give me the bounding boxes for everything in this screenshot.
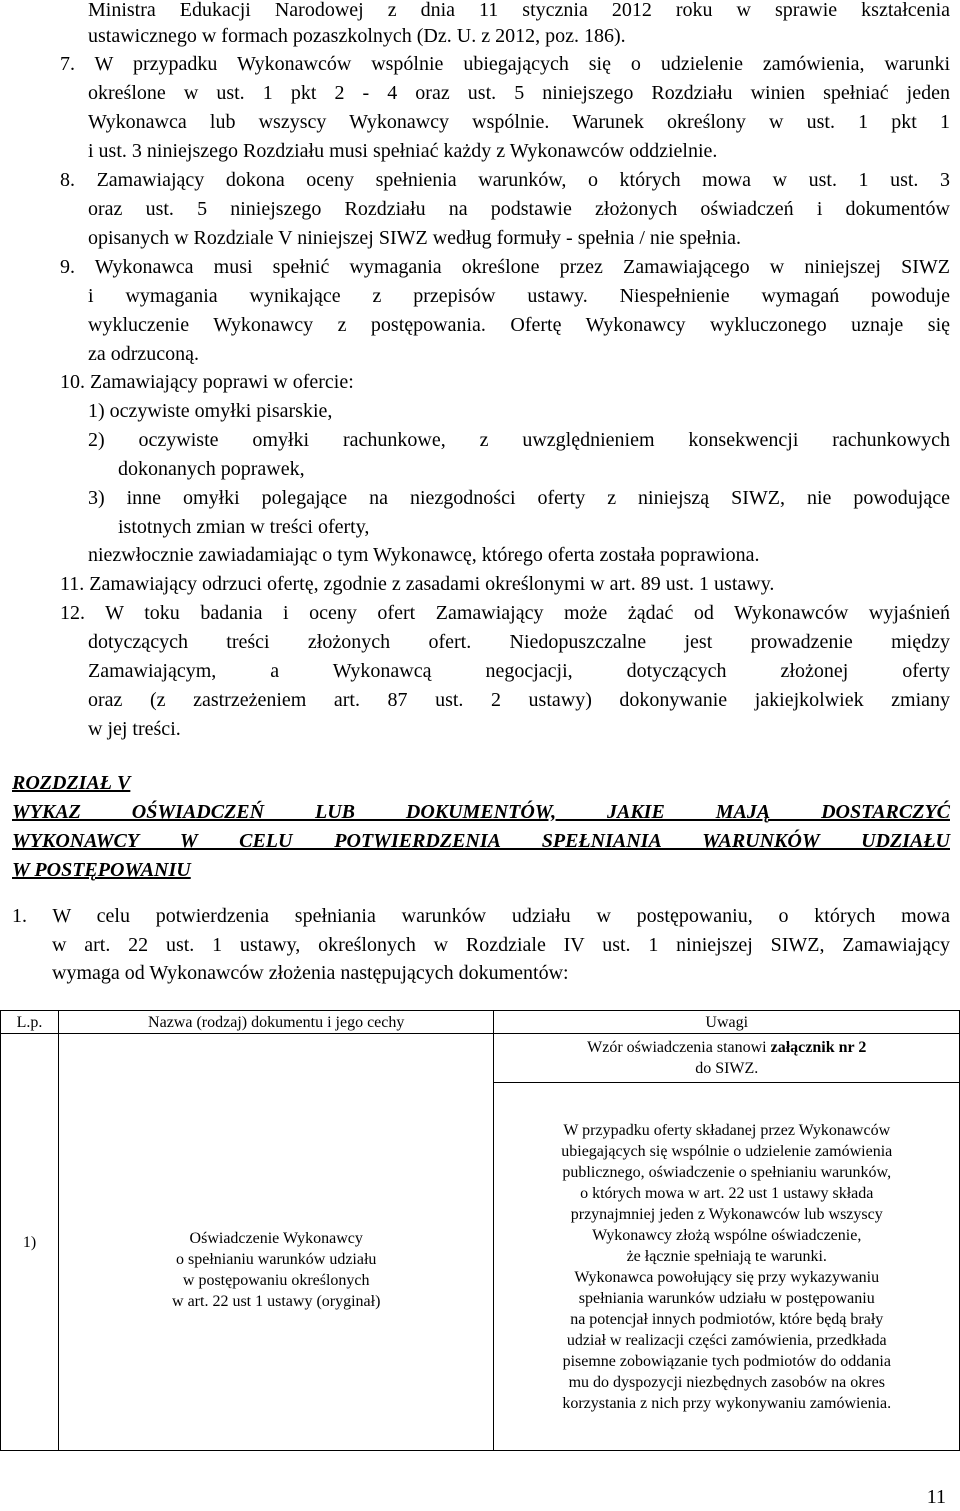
remark-line: W przypadku oferty składanej przez Wykonawców <box>563 1121 891 1139</box>
template-attachment-ref: załącznik nr 2 <box>770 1039 867 1056</box>
document-name-line: o spełnianiu warunków udziału <box>176 1251 377 1268</box>
row-lp: 1) <box>1 1034 59 1451</box>
document-name-line: w art. 22 ust 1 ustawy (oryginał) <box>172 1293 381 1310</box>
remark-line: ubiegających się wspólnie o udzielenie zamówienia <box>561 1142 893 1160</box>
text-line: i wymagania wynikające z przepisów ustawy. Niespełnienie wymagań powoduje <box>88 285 950 307</box>
remark-line: mu do dyspozycji niezbędnych zasobów na okres <box>568 1373 885 1391</box>
remark-line: udział w realizacji części zamówienia, przedkłada <box>566 1331 887 1349</box>
row-document-name <box>58 1034 494 1451</box>
section-title: ROZDZIAŁ V <box>12 772 131 794</box>
text-line: i ust. 3 niniejszego Rozdziału musi spełniać każdy z Wykonawców oddzielnie. <box>88 140 718 162</box>
text-line: Wykonawca lub wszyscy Wykonawcy wspólnie. Warunek określony w ust. 1 pkt 1 <box>88 111 950 133</box>
template-note-line <box>494 1037 959 1058</box>
text-line: opisanych w Rozdziale V niniejszej SIWZ według formuły - spełnia / nie spełnia. <box>88 227 741 249</box>
section-subtitle-line: WYKONAWCY W CELU POTWIERDZENIA SPEŁNIANIA WARUNKÓW UDZIAŁU <box>12 830 950 852</box>
table-header-row <box>1 1011 960 1034</box>
template-note-text: Wzór oświadczenia stanowi <box>587 1039 771 1056</box>
section-intro-line: wymaga od Wykonawców złożenia następujących dokumentów: <box>52 962 569 984</box>
remark-line: Wykonawca powołujący się przy wykazywaniu <box>574 1268 880 1286</box>
paragraph-12-line: 12. W toku badania i oceny ofert Zamawiający może żądać od Wykonawców wyjaśnień <box>60 602 950 624</box>
section-intro-line: 1. W celu potwierdzenia spełniania warunków udziału w postępowaniu, o których mowa <box>12 905 950 927</box>
remark-line: o których mowa w art. 22 ust 1 ustawy składa <box>580 1184 874 1202</box>
header-remarks: Uwagi <box>494 1011 960 1034</box>
header-lp: L.p. <box>1 1011 59 1034</box>
remark-line: pisemne zobowiązanie tych podmiotów do oddania <box>562 1352 891 1370</box>
text-line: istotnych zmian w treści oferty, <box>118 516 370 538</box>
section-subtitle-line: W POSTĘPOWANIU <box>12 859 191 881</box>
template-note-line: do SIWZ. <box>695 1060 759 1077</box>
text-line: dotyczących treści złożonych ofert. Niedopuszczalne jest prowadzenie między <box>88 631 950 653</box>
text-line: Zamawiającym, a Wykonawcą negocjacji, dotyczących złożonej oferty <box>88 660 950 682</box>
list-item: 2) oczywiste omyłki rachunkowe, z uwzględnieniem konsekwencji rachunkowych <box>88 429 950 451</box>
table-row <box>1 1034 960 1083</box>
section-subtitle-line: WYKAZ OŚWIADCZEŃ LUB DOKUMENTÓW, JAKIE MAJĄ DOSTARCZYĆ <box>12 801 950 823</box>
text-line: Ministra Edukacji Narodowej z dnia 11 stycznia 2012 roku w sprawie kształcenia <box>88 0 950 21</box>
header-document-name: Nazwa (rodzaj) dokumentu i jego cechy <box>58 1011 494 1034</box>
list-item: 1) oczywiste omyłki pisarskie, <box>88 400 333 422</box>
text-line: dokonanych poprawek, <box>118 458 305 480</box>
text-line: w jej treści. <box>88 718 181 740</box>
text-line: oraz (z zastrzeżeniem art. 87 ust. 2 ustawy) dokonywanie jakiejkolwiek zmiany <box>88 689 950 711</box>
remark-line: przynajmniej jeden z Wykonawców lub wszyscy <box>570 1205 883 1223</box>
paragraph-8-line: 8. Zamawiający dokona oceny spełnienia warunków, o których mowa w ust. 1 ust. 3 <box>60 169 950 191</box>
text-line: określone w ust. 1 pkt 2 - 4 oraz ust. 5 niniejszego Rozdziału winien spełniać jeden <box>88 82 950 104</box>
text-line: oraz ust. 5 niniejszego Rozdziału na podstawie złożonych oświadczeń i dokumentów <box>88 198 950 220</box>
remark-line: spełniania warunków udziału w postępowaniu <box>578 1289 875 1307</box>
page-number: 11 <box>926 1486 946 1508</box>
remark-line: że łącznie spełniają te warunki. <box>626 1247 827 1265</box>
text-line: niezwłocznie zawiadamiając o tym Wykonawcę, którego oferta została poprawiona. <box>88 544 760 566</box>
paragraph-7-line: 7. W przypadku Wykonawców wspólnie ubiegających się o udzielenie zamówienia, warunki <box>60 53 950 75</box>
text-line: za odrzuconą. <box>88 343 200 365</box>
remark-line: publicznego, oświadczenie o spełnianiu warunków, <box>562 1163 892 1181</box>
paragraph-11-line: 11. Zamawiający odrzuci ofertę, zgodnie z zasadami określonymi w art. 89 ust. 1 ustawy. <box>60 573 775 595</box>
row-remarks-template <box>494 1034 960 1083</box>
row-remarks <box>494 1083 960 1451</box>
remark-line: Wykonawcy złożą wspólne oświadczenie, <box>592 1226 862 1244</box>
text-line: ustawicznego w formach pozaszkolnych (Dz. U. z 2012, poz. 186). <box>88 25 626 47</box>
document-name-line: Oświadczenie Wykonawcy <box>189 1230 363 1247</box>
paragraph-9-line: 9. Wykonawca musi spełnić wymagania określone przez Zamawiającego w niniejszej SIWZ <box>60 256 950 278</box>
remark-line: korzystania z nich przy wykonywaniu zamówienia. <box>562 1394 892 1412</box>
documents-table <box>0 1010 960 1451</box>
text-line: wykluczenie Wykonawcy z postępowania. Ofertę Wykonawcy wykluczonego uznaje się <box>88 314 950 336</box>
remark-line: na potencjał innych podmiotów, które będą brały <box>570 1310 884 1328</box>
paragraph-10-line: 10. Zamawiający poprawi w ofercie: <box>60 371 354 393</box>
list-item: 3) inne omyłki polegające na niezgodności oferty z niniejszą SIWZ, nie powodujące <box>88 487 950 509</box>
document-name-line: w postępowaniu określonych <box>182 1272 370 1289</box>
section-intro-line: w art. 22 ust. 1 ustawy, określonych w Rozdziale IV ust. 1 niniejszej SIWZ, Zamawiający <box>52 934 950 956</box>
